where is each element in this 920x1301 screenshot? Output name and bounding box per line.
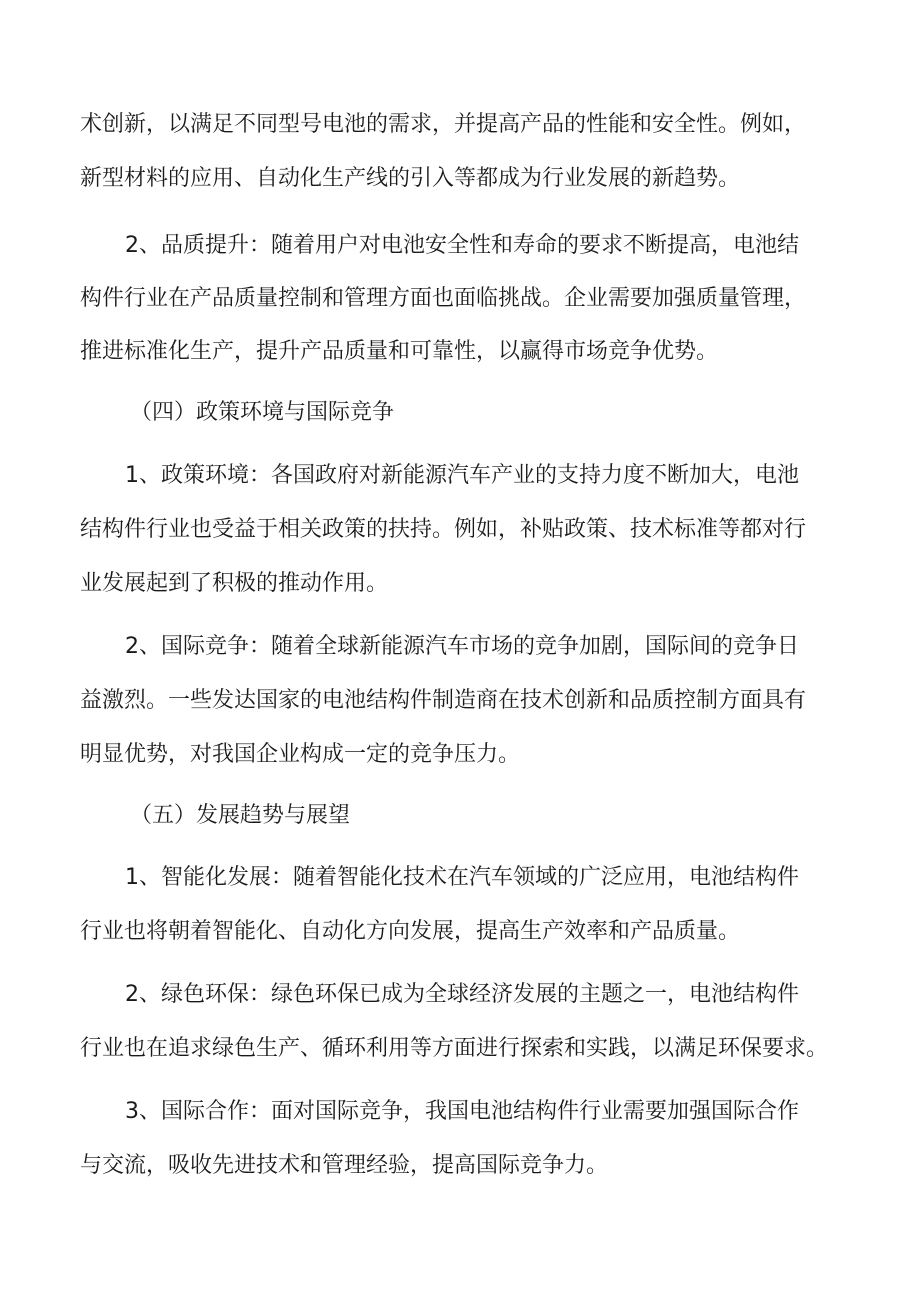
paragraph-4-line-2: 结构件行业也受益于相关政策的扶持。例如，补贴政策、技术标准等都对行 <box>80 517 807 542</box>
paragraph-5-line-3: 明显优势，对我国企业构成一定的竞争压力。 <box>80 742 521 767</box>
paragraph-1-line-2: 新型材料的应用、自动化生产线的引入等都成为行业发展的新趋势。 <box>80 166 741 191</box>
paragraph-2-line-3: 推进标准化生产，提升产品质量和可靠性，以赢得市场竞争优势。 <box>80 339 719 364</box>
paragraph-7-line-1: 1、智能化发展：随着智能化技术在汽车领域的广泛应用，电池结构件 <box>125 865 799 890</box>
section-heading-trends: （五）发展趋势与展望 <box>130 803 351 828</box>
paragraph-8-line-2: 行业也在追求绿色生产、循环利用等方面进行探索和实践，以满足环保要求。 <box>80 1036 829 1061</box>
paragraph-5-line-2: 益激烈。一些发达国家的电池结构件制造商在技术创新和品质控制方面具有 <box>80 688 807 713</box>
section-heading-policy: （四）政策环境与国际竞争 <box>130 400 395 425</box>
paragraph-7-line-2: 行业也将朝着智能化、自动化方向发展，提高生产效率和产品质量。 <box>80 919 741 944</box>
paragraph-4-line-1: 1、政策环境：各国政府对新能源汽车产业的支持力度不断加大，电池 <box>125 463 799 488</box>
paragraph-2-line-2: 构件行业在产品质量控制和管理方面也面临挑战。企业需要加强质量管理， <box>80 286 807 311</box>
paragraph-4-line-3: 业发展起到了积极的推动作用。 <box>80 571 389 596</box>
paragraph-1-line-1: 术创新，以满足不同型号电池的需求，并提高产品的性能和安全性。例如， <box>80 112 807 137</box>
paragraph-8-line-1: 2、绿色环保：绿色环保已成为全球经济发展的主题之一，电池结构件 <box>125 982 799 1007</box>
paragraph-9-line-2: 与交流，吸收先进技术和管理经验，提高国际竞争力。 <box>80 1153 609 1178</box>
paragraph-2-line-1: 2、品质提升：随着用户对电池安全性和寿命的要求不断提高，电池结 <box>125 233 799 258</box>
paragraph-9-line-1: 3、国际合作：面对国际竞争，我国电池结构件行业需要加强国际合作 <box>125 1099 799 1124</box>
paragraph-5-line-1: 2、国际竞争：随着全球新能源汽车市场的竞争加剧，国际间的竞争日 <box>125 634 799 659</box>
